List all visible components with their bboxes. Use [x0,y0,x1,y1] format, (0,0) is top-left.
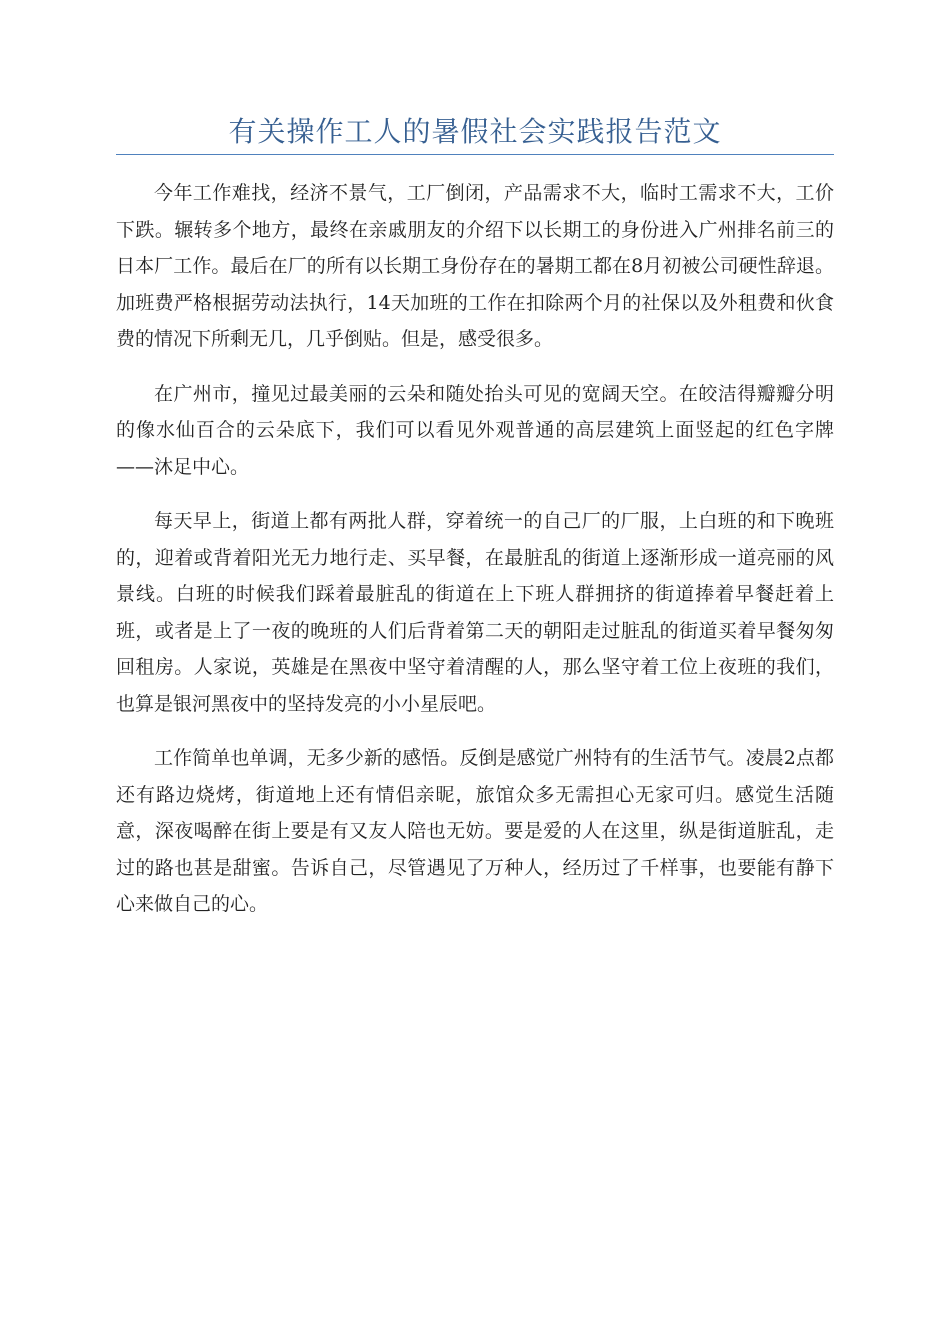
paragraph-2: 在广州市，撞见过最美丽的云朵和随处抬头可见的宽阔天空。在皎洁得瓣瓣分明的像水仙百合的云朵底下，我们可以看见外观普通的高层建筑上面竖起的红色字牌——沐足中心。 [116,382,834,478]
document-body [116,175,834,941]
document-title: 有关操作工人的暑假社会实践报告范文 [228,115,722,148]
title-underline [116,154,834,155]
paragraph-3: 每天早上，街道上都有两批人群，穿着统一的自己厂的厂服，上白班的和下晚班的，迎着或背着阳光无力地行走、买早餐，在最脏乱的街道上逐渐形成一道亮丽的风景线。白班的时候我们踩着最脏乱的街道在上下班人群拥挤的街道捧着早餐赶着上班，或者是上了一夜的晚班的人们后背着第二天的朝阳走过脏乱的街道买着早餐匆匆回租房。人家说，英雄是在黑夜中坚守着清醒的人，那么坚守着工位上夜班的我们，也算是银河黑夜中的坚持发亮的小小星辰吧。 [116,510,834,715]
paragraph-4: 工作简单也单调，无多少新的感悟。反倒是感觉广州特有的生活节气。凌晨2点都还有路边烧烤，街道地上还有情侣亲昵，旅馆众多无需担心无家可归。感觉生活随意，深夜喝醉在街上要是有又友人陪也无妨。要是爱的人在这里，纵是街道脏乱，走过的路也甚是甜蜜。告诉自己，尽管遇见了万种人，经历过了千样事，也要能有静下心来做自己的心。 [116,747,834,915]
paragraph-1: 今年工作难找，经济不景气，工厂倒闭，产品需求不大，临时工需求不大，工价下跌。辗转多个地方，最终在亲戚朋友的介绍下以长期工的身份进入广州排名前三的日本厂工作。最后在厂的所有以长期工身份存在的暑期工都在8月初被公司硬性辞退。加班费严格根据劳动法执行，14天加班的工作在扣除两个月的社保以及外租费和伙食费的情况下所剩无几，几乎倒贴。但是，感受很多。 [116,182,834,350]
